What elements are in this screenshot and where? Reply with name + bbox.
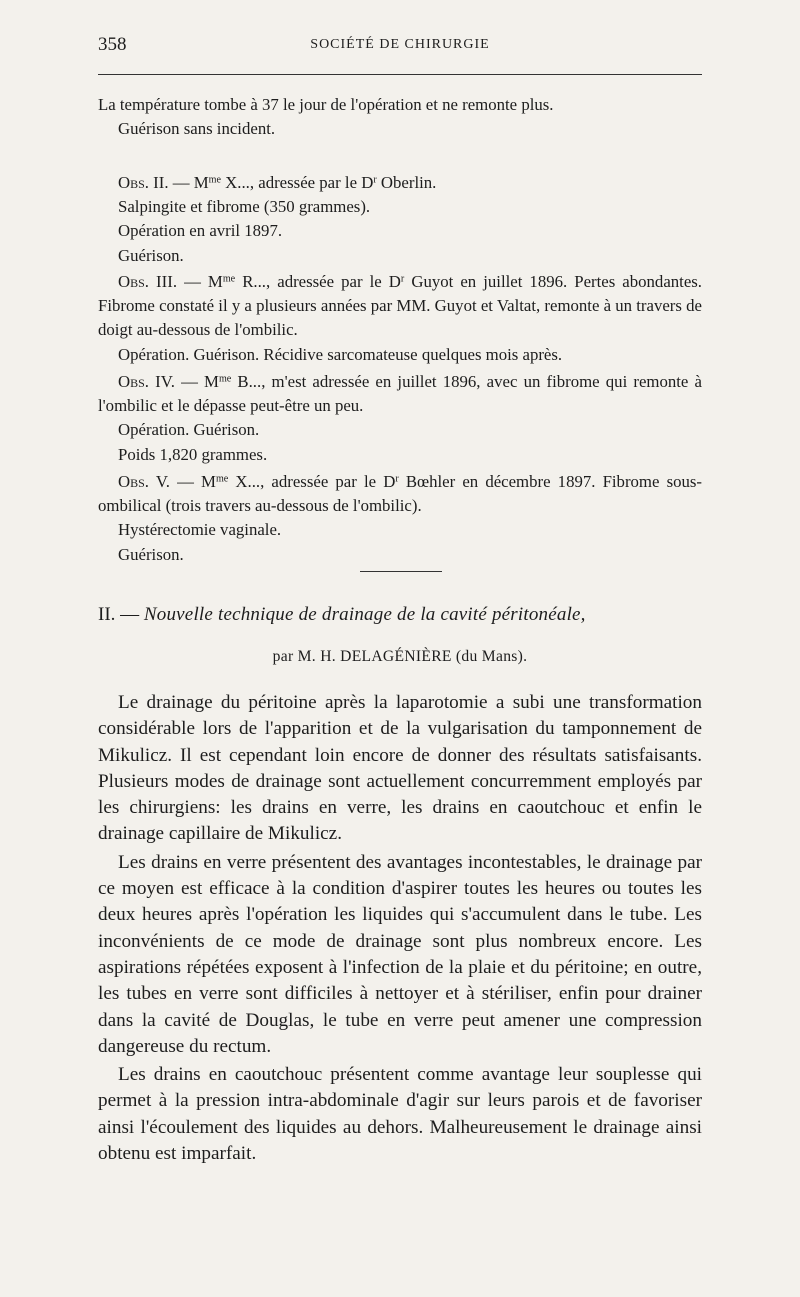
section-number: II. — bbox=[98, 604, 144, 625]
observation-5 bbox=[98, 470, 702, 567]
page-number: 358 bbox=[98, 34, 127, 55]
obs2-line: Salpingite et fibrome (350 grammes). bbox=[118, 197, 371, 217]
body-paragraph: Le drainage du péritoine après la laparotomie a subi une transformation considérable lors de l'apparition et de la vulgarisation du tamponnement de Mikulicz. Il est cependant loin encore de donner des résultats satisfaisants. Plusieurs modes de drainage sont actuellement concurremment employés par les chirurgiens: les drains en verre, les drains en caoutchouc et enfin le drainage capillaire de Mikulicz. bbox=[98, 692, 702, 845]
obs2-line: Guérison. bbox=[118, 245, 184, 265]
byline: par M. H. DELAGÉNIÈRE (du Mans). bbox=[272, 648, 528, 665]
obs1-line1: La température tombe à 37 le jour de l'opération et ne remonte plus. bbox=[98, 95, 554, 114]
obs4-paragraph: Obs. IV. — $M^{me}$ B..., m'est adressée en juillet 1896, avec un fibrome qui remonte à l'ombilic et le dépasse peut-être un peu. bbox=[98, 372, 702, 416]
obs2-line: Opération en avril 1897. bbox=[118, 221, 283, 241]
body-paragraph: Les drains en verre présentent des avantages incontestables, le drainage par ce moyen est efficace à la condition d'aspirer toutes les heures ou toutes les deux heures après l'opération les liquides qui s'accumulent dans le tube. Les inconvénients de ce mode de drainage sont plus nombreux encore. Les aspirations répétées exposent à l'infection de la plaie et du péritoine; en outre, les tubes en verre sont difficiles à nettoyer et à stériliser, enfin pour drainer dans la cavité de Douglas, le tube en verre peut amener une compression dangereuse du rectum. bbox=[98, 851, 702, 1057]
observation-2 bbox=[98, 171, 702, 268]
obs3-paragraph: Obs. III. — $M^{me}$ R..., adressée par le $D^r$ Guyot en juillet 1896. Pertes abondantes. Fibrome constaté il y a plusieurs années par MM. Guyot et Valtat, remonte à un travers de doigt au-dessous de l'ombilic. bbox=[98, 272, 702, 340]
observation-4 bbox=[98, 370, 702, 467]
obs5-paragraph: Obs. V. — $M^{me}$ X..., adressée par le $D^r$ Bœhler en décembre 1897. Fibrome sous-ombilical (trois travers au-dessous de l'ombilic). bbox=[98, 472, 702, 516]
journal-title: SOCIÉTÉ DE CHIRURGIE bbox=[310, 37, 490, 52]
article-body bbox=[98, 690, 702, 1167]
obs2-heading: Obs. II. — $M^{me}$ X..., adressée par le $D^r$ Oberlin. bbox=[118, 173, 437, 192]
obs1-line2: Guérison sans incident. bbox=[118, 119, 276, 139]
obs5-label: Obs. V. bbox=[118, 472, 170, 491]
observation-3 bbox=[98, 270, 702, 367]
observation-1 bbox=[98, 93, 702, 141]
obs5-line: Hystérectomie vaginale. bbox=[118, 520, 282, 540]
obs2-label: Obs. II. bbox=[118, 173, 169, 192]
obs3-label: Obs. III. bbox=[118, 272, 178, 291]
section-separator bbox=[360, 571, 442, 572]
section-title bbox=[98, 604, 702, 626]
obs3-line: Opération. Guérison. Récidive sarcomateuse quelques mois après. bbox=[118, 344, 563, 364]
running-head bbox=[98, 34, 702, 62]
header-rule bbox=[98, 74, 702, 75]
body-paragraph: Les drains en caoutchouc présentent comme avantage leur souplesse qui permet à la pression intra-abdominale d'agir sur leurs parois et de favoriser ainsi l'écoulement des liquides au dehors. Malheureusement le drainage ainsi obtenu est imparfait. bbox=[98, 1064, 702, 1165]
obs4-line: Poids 1,820 grammes. bbox=[118, 444, 268, 464]
obs4-label: Obs. IV. bbox=[118, 372, 175, 391]
obs4-line: Opération. Guérison. bbox=[118, 420, 260, 440]
obs5-line: Guérison. bbox=[118, 544, 184, 564]
section-title-text: Nouvelle technique de drainage de la cavité péritonéale, bbox=[143, 604, 586, 625]
